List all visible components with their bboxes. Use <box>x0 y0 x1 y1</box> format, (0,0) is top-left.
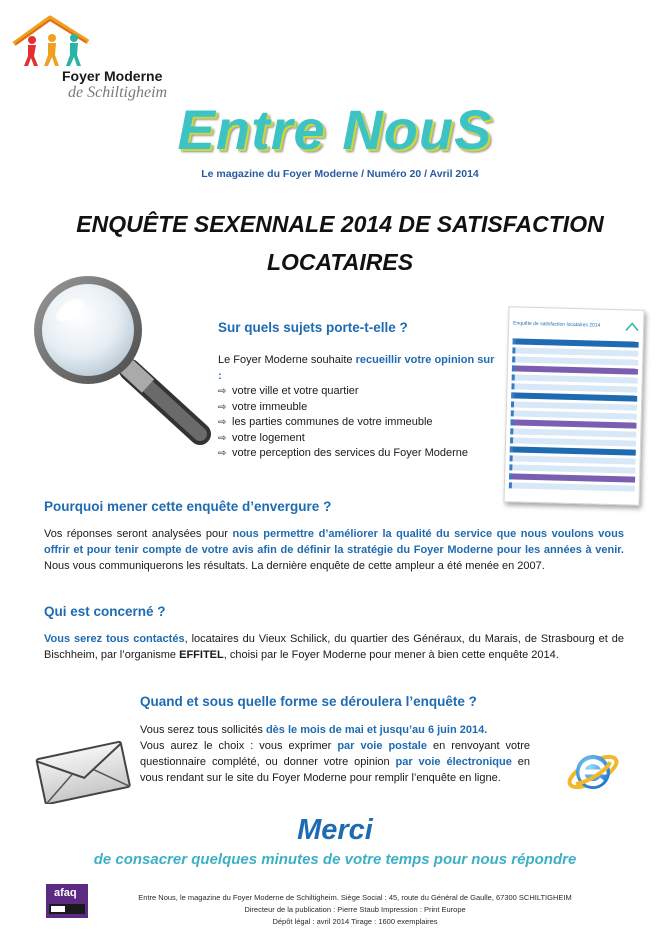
postal-highlight: par voie postale <box>337 740 427 752</box>
survey-row <box>511 383 637 392</box>
list-item <box>218 415 498 431</box>
masthead <box>0 100 670 180</box>
survey-row <box>511 401 637 410</box>
arrow-right-icon: ⇨ <box>218 448 227 459</box>
survey-row <box>509 464 635 473</box>
why-text-2: Nous vous communiquerons les résultats. La dernière enquête de cette ampleur a été menée en 2007. <box>44 560 545 572</box>
section-who-heading: Qui est concerné ? <box>44 604 166 619</box>
when-highlight: dès le mois de mai et jusqu’au 6 juin 2014. <box>265 724 488 736</box>
footer-line2: Directeur de la publication : Pierre Staub Impression : Print Europe <box>244 905 466 914</box>
headline-line1: ENQUÊTE SEXENNALE 2014 DE SATISFACTION <box>76 211 604 237</box>
why-text: Vos réponses seront analysées pour <box>44 528 233 540</box>
thank-you-block <box>0 814 670 868</box>
magazine-title: Entre NouS <box>177 98 493 161</box>
survey-row <box>509 482 635 491</box>
magnifier-icon <box>22 272 218 452</box>
survey-row <box>510 419 636 428</box>
list-item <box>218 431 498 447</box>
foyer-moderne-logo <box>10 12 190 102</box>
survey-row <box>510 455 636 464</box>
headline-line2: LOCATAIRES <box>266 249 414 275</box>
footer <box>90 892 620 928</box>
envelope-icon <box>34 740 132 804</box>
who-text: , locataires du Vieux Schilick, du quartier des Généraux, du Marais, de Strasbourg et de Bischheim, par l’organisme <box>44 633 624 661</box>
who-text-2: , choisi par le Foyer Moderne pour mener à bien cette enquête 2014. <box>223 649 559 661</box>
section-subjects-intro <box>218 353 498 384</box>
arrow-right-icon: ⇨ <box>218 401 227 413</box>
magazine-subtitle: Le magazine du Foyer Moderne / Numéro 20 / Avril 2014 <box>201 168 479 180</box>
survey-row <box>510 437 636 446</box>
arrow-right-icon: ⇨ <box>218 432 227 444</box>
section-subjects <box>218 320 498 462</box>
afaq-logo <box>46 884 88 918</box>
footer-line3: Dépôt légal : avril 2014 Tirage : 1600 exemplaires <box>272 917 438 926</box>
section-when-line2 <box>140 738 530 786</box>
list-item-label: votre logement <box>232 431 305 444</box>
intro-text: Le Foyer Moderne souhaite <box>218 354 356 366</box>
logo-figures-icon <box>10 12 190 72</box>
afaq-label: afaq <box>54 887 77 899</box>
list-item-label: votre immeuble <box>232 400 308 413</box>
section-why-heading: Pourquoi mener cette enquête d’envergure ? <box>44 499 332 514</box>
company-name: EFFITEL <box>179 649 224 661</box>
when-text: Vous serez tous sollicités <box>140 724 266 736</box>
survey-row <box>510 428 636 437</box>
section-when-heading: Quand et sous quelle forme se déroulera l’enquête ? <box>140 694 477 709</box>
survey-row <box>512 374 638 383</box>
page-headline <box>40 205 640 281</box>
survey-row <box>512 356 638 365</box>
survey-thumbnail-header <box>513 311 640 338</box>
merci-subtitle: de consacrer quelques minutes de votre temps pour nous répondre <box>93 851 577 868</box>
when-text-4: en vous rendant sur le site du Foyer Moderne pour remplir l’enquête en ligne. <box>140 756 530 784</box>
survey-thumbnail-title: Enquête de satisfaction locataires 2014 <box>513 320 601 329</box>
survey-row <box>512 365 638 374</box>
list-item-label: votre ville et votre quartier <box>232 385 359 397</box>
list-item <box>218 400 498 416</box>
section-subjects-heading: Sur quels sujets porte-t-elle ? <box>218 320 408 335</box>
survey-row <box>510 446 636 455</box>
list-item-label: votre perception des services du Foyer Moderne <box>232 447 469 459</box>
list-item-label: les parties communes de votre immeuble <box>232 416 433 428</box>
survey-thumbnail <box>503 306 644 505</box>
survey-row <box>509 473 635 482</box>
section-why <box>44 499 624 574</box>
electronic-highlight: par voie électronique <box>395 756 512 768</box>
mini-logo-icon <box>625 321 639 331</box>
section-when <box>140 694 530 786</box>
arrow-right-icon: ⇨ <box>218 417 227 428</box>
list-item <box>218 446 498 462</box>
list-item <box>218 384 498 400</box>
survey-row <box>512 347 638 356</box>
merci-title: Merci <box>297 814 373 846</box>
survey-row <box>511 410 637 419</box>
when-text-3: en renvoyant votre questionnaire complété, ou donner votre opinion <box>140 740 530 768</box>
footer-line1: Entre Nous, le magazine du Foyer Moderne de Schiltigheim. Siège Social : 45, route du Général de Gaulle, 67300 SCHILTIGHEIM <box>138 893 572 902</box>
subjects-list <box>218 384 498 462</box>
logo-brand: Foyer Moderne <box>62 68 163 84</box>
arrow-right-icon: ⇨ <box>218 386 227 397</box>
internet-explorer-icon <box>566 744 620 798</box>
section-when-line1 <box>140 722 530 738</box>
section-who <box>44 604 624 663</box>
logo-city: de Schiltigheim <box>68 84 168 101</box>
survey-row <box>513 338 639 347</box>
survey-row <box>511 392 637 401</box>
who-highlight: Vous serez tous contactés <box>44 633 185 645</box>
why-highlight: nous permettre d’améliorer la qualité du service que nous voulons vous offrir et pour tenir compte de votre avis afin de définir la stratégie du Foyer Moderne pour les années à venir. <box>44 528 624 556</box>
section-who-paragraph <box>44 631 624 663</box>
section-why-paragraph <box>44 526 624 574</box>
intro-highlight: recueillir votre opinion sur : <box>218 354 495 382</box>
when-text-2: Vous aurez le choix : vous exprimer <box>140 740 338 752</box>
